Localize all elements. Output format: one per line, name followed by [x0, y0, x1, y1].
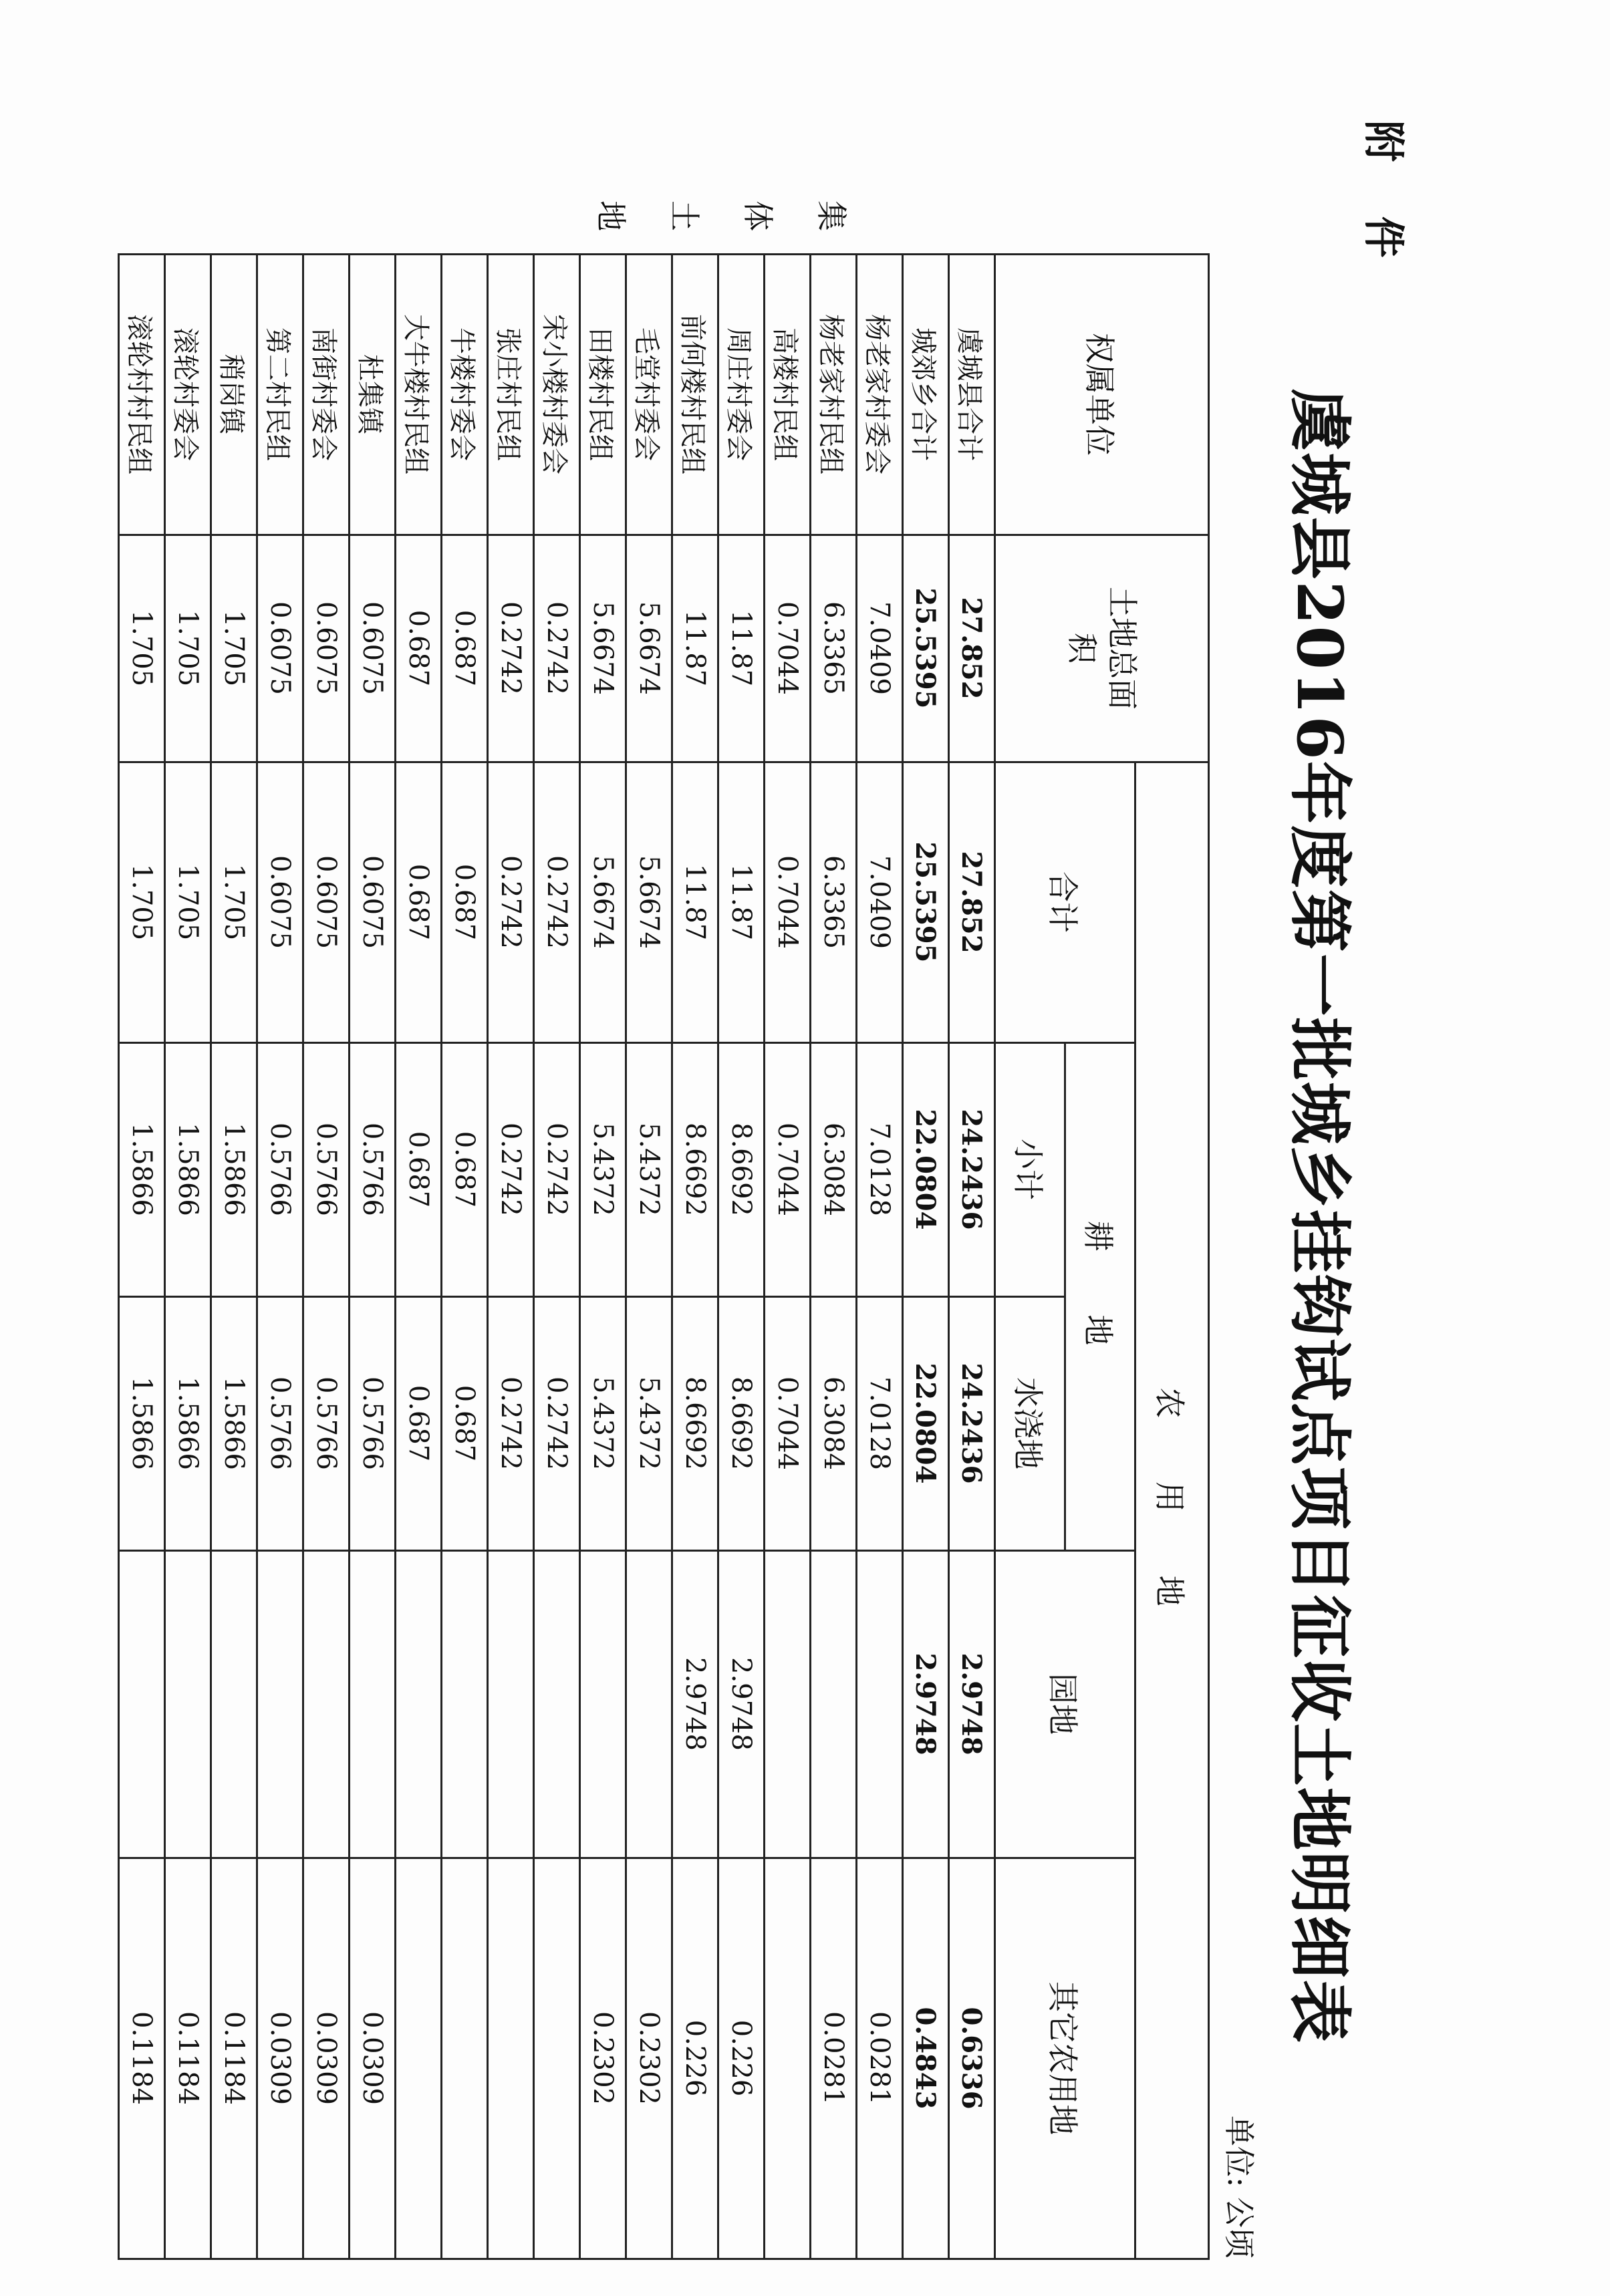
cell-sub: 0.7044: [765, 1042, 811, 1296]
side-spacer-cell: [211, 187, 257, 254]
cell-name: 高楼村民组: [765, 254, 811, 535]
cell-irr: 5.4372: [626, 1296, 672, 1550]
cell-sum: 0.6075: [303, 762, 350, 1042]
attachment-label: 附 件: [1359, 120, 1408, 278]
cell-irr: 0.2742: [488, 1296, 534, 1550]
cell-sum: 1.705: [119, 762, 165, 1042]
cell-name: 稍岗镇: [211, 254, 257, 535]
side-label-char: 土: [666, 200, 702, 231]
side-spacer-cell: [350, 187, 396, 254]
side-spacer-cell: [303, 187, 350, 254]
cell-sum: 0.2742: [534, 762, 580, 1042]
cell-irr: 0.687: [442, 1296, 488, 1550]
cell-orch: 2.9748: [949, 1550, 995, 1858]
cell-total: 1.705: [119, 535, 165, 762]
cell-other: 0.0309: [303, 1858, 350, 2259]
header-sum: 合计: [995, 762, 1135, 1042]
table-row: [396, 187, 442, 2259]
cell-orch: 2.9748: [903, 1550, 949, 1858]
cell-irr: 0.5766: [350, 1296, 396, 1550]
header-irrigated: 水浇地: [995, 1296, 1065, 1550]
side-spacer-cell: [442, 187, 488, 254]
header-other-agri: 其它农用地: [995, 1858, 1135, 2259]
table-row: [718, 187, 765, 2259]
cell-total: 0.7044: [765, 535, 811, 762]
cell-sum: 0.687: [442, 762, 488, 1042]
cell-irr: 0.7044: [765, 1296, 811, 1550]
header-total-area: 土地总面积: [995, 535, 1209, 762]
cell-name: 前何楼村民组: [672, 254, 718, 535]
cell-total: 11.87: [718, 535, 765, 762]
cell-total: 0.6075: [350, 535, 396, 762]
cell-sum: 1.705: [165, 762, 211, 1042]
cell-other: 0.0281: [811, 1858, 857, 2259]
cell-sub: 24.2436: [949, 1042, 995, 1296]
cell-other: 0.0309: [350, 1858, 396, 2259]
cell-total: 1.705: [165, 535, 211, 762]
cell-other: [442, 1858, 488, 2259]
cell-sum: 5.6674: [626, 762, 672, 1042]
cell-sum: 1.705: [211, 762, 257, 1042]
cell-total: 6.3365: [811, 535, 857, 762]
cell-sum: 7.0409: [857, 762, 903, 1042]
table-row: [903, 187, 949, 2259]
cell-sub: 6.3084: [811, 1042, 857, 1296]
cell-irr: 22.0804: [903, 1296, 949, 1550]
cell-other: 0.226: [672, 1858, 718, 2259]
cell-sum: 0.6075: [257, 762, 303, 1042]
cell-irr: 0.5766: [303, 1296, 350, 1550]
cell-irr: 0.2742: [534, 1296, 580, 1550]
cell-other: 0.1184: [165, 1858, 211, 2259]
cell-sub: 0.687: [396, 1042, 442, 1296]
cell-irr: 7.0128: [857, 1296, 903, 1550]
cell-orch: [534, 1550, 580, 1858]
cell-irr: 5.4372: [580, 1296, 626, 1550]
table-row: [811, 187, 857, 2259]
cell-sub: 8.6692: [672, 1042, 718, 1296]
cell-other: 0.6336: [949, 1858, 995, 2259]
cell-irr: 6.3084: [811, 1296, 857, 1550]
table-row: [350, 187, 396, 2259]
cell-name: 毛堂村委会: [626, 254, 672, 535]
side-spacer-cell: [949, 187, 995, 254]
cell-total: 0.2742: [488, 535, 534, 762]
cell-sub: 0.5766: [257, 1042, 303, 1296]
table-row: [949, 187, 995, 2259]
cell-orch: 2.9748: [718, 1550, 765, 1858]
cell-orch: [580, 1550, 626, 1858]
cell-total: 0.687: [442, 535, 488, 762]
land-detail-table: [118, 187, 1210, 2260]
cell-name: 第二村民组: [257, 254, 303, 535]
cell-orch: [211, 1550, 257, 1858]
cell-name: 周庄村委会: [718, 254, 765, 535]
cell-sum: 0.6075: [350, 762, 396, 1042]
table-row: [303, 187, 350, 2259]
cell-irr: 0.687: [396, 1296, 442, 1550]
cell-name: 杨老家村委会: [857, 254, 903, 535]
cell-sub: 0.5766: [303, 1042, 350, 1296]
cell-sum: 27.852: [949, 762, 995, 1042]
cell-total: 27.852: [949, 535, 995, 762]
table-row: [442, 187, 488, 2259]
cell-sub: 0.2742: [534, 1042, 580, 1296]
cell-name: 南街村委会: [303, 254, 350, 535]
cell-sum: 5.6674: [580, 762, 626, 1042]
cell-total: 11.87: [672, 535, 718, 762]
cell-sub: 0.5766: [350, 1042, 396, 1296]
side-spacer-cell: [119, 187, 165, 254]
table-row: [626, 187, 672, 2259]
side-spacer-cell: [165, 187, 211, 254]
cell-other: 0.0281: [857, 1858, 903, 2259]
cell-sub: 0.2742: [488, 1042, 534, 1296]
side-spacer-cell: [857, 187, 903, 254]
side-spacer-cell: [903, 187, 949, 254]
cell-sum: 11.87: [718, 762, 765, 1042]
cell-total: 5.6674: [580, 535, 626, 762]
cell-name: 杜集镇: [350, 254, 396, 535]
cell-name: 田楼村民组: [580, 254, 626, 535]
side-label-char: 地: [593, 200, 629, 231]
cell-orch: [350, 1550, 396, 1858]
table-row: [765, 187, 811, 2259]
cell-total: 25.5395: [903, 535, 949, 762]
side-header-blank: [995, 187, 1209, 254]
cell-other: 0.4843: [903, 1858, 949, 2259]
side-spacer-cell: [257, 187, 303, 254]
cell-orch: [165, 1550, 211, 1858]
cell-name: 张庄村民组: [488, 254, 534, 535]
cell-irr: 1.5866: [211, 1296, 257, 1550]
cell-orch: [442, 1550, 488, 1858]
cell-other: 0.2302: [626, 1858, 672, 2259]
table-row: [211, 187, 257, 2259]
cell-name: 牛楼村委会: [442, 254, 488, 535]
cell-name: 城郊乡合计: [903, 254, 949, 535]
cell-orch: [488, 1550, 534, 1858]
cell-total: 1.705: [211, 535, 257, 762]
cell-sub: 0.687: [442, 1042, 488, 1296]
cell-orch: [765, 1550, 811, 1858]
cell-sub: 22.0804: [903, 1042, 949, 1296]
cell-irr: 8.6692: [672, 1296, 718, 1550]
header-agricultural-land: 农 用 地: [1135, 762, 1209, 2259]
cell-name: 滚轮村委会: [165, 254, 211, 535]
cell-name: 虞城县合计: [949, 254, 995, 535]
cell-irr: 1.5866: [165, 1296, 211, 1550]
side-spacer-cell: [534, 187, 580, 254]
cell-name: 杨老家村民组: [811, 254, 857, 535]
table-row: [257, 187, 303, 2259]
side-spacer-cell: [396, 187, 442, 254]
cell-orch: [119, 1550, 165, 1858]
cell-total: 0.2742: [534, 535, 580, 762]
cell-other: 0.2302: [580, 1858, 626, 2259]
cell-other: [534, 1858, 580, 2259]
cell-orch: 2.9748: [672, 1550, 718, 1858]
cell-other: [488, 1858, 534, 2259]
unit-label: 单位: 公顷: [1221, 2115, 1257, 2259]
cell-name: 滚轮村村民组: [119, 254, 165, 535]
cell-orch: [857, 1550, 903, 1858]
cell-total: 0.687: [396, 535, 442, 762]
cell-irr: 8.6692: [718, 1296, 765, 1550]
cell-sub: 1.5866: [211, 1042, 257, 1296]
cell-other: [396, 1858, 442, 2259]
table-row: [119, 187, 165, 2259]
cell-orch: [396, 1550, 442, 1858]
table-body: [119, 187, 995, 2259]
table-row: [488, 187, 534, 2259]
cell-orch: [303, 1550, 350, 1858]
table-row: [534, 187, 580, 2259]
header-orchard: 园地: [995, 1550, 1135, 1858]
cell-irr: 1.5866: [119, 1296, 165, 1550]
cell-sub: 1.5866: [119, 1042, 165, 1296]
document-title: 虞城县2016年度第一批城乡挂钩试点项目征收土地明细表: [1283, 388, 1356, 2044]
table-row: [857, 187, 903, 2259]
cell-other: 0.0309: [257, 1858, 303, 2259]
table-row: [580, 187, 626, 2259]
cell-total: 7.0409: [857, 535, 903, 762]
cell-name: 大牛楼村民组: [396, 254, 442, 535]
cell-other: 0.226: [718, 1858, 765, 2259]
cell-irr: 24.2436: [949, 1296, 995, 1550]
cell-sum: 25.5395: [903, 762, 949, 1042]
cell-other: 0.1184: [119, 1858, 165, 2259]
cell-total: 0.6075: [257, 535, 303, 762]
cell-sum: 0.2742: [488, 762, 534, 1042]
cell-sub: 1.5866: [165, 1042, 211, 1296]
side-spacer-cell: [488, 187, 534, 254]
cell-other: 0.1184: [211, 1858, 257, 2259]
cell-sub: 5.4372: [626, 1042, 672, 1296]
header-arable: 耕 地: [1065, 1042, 1135, 1550]
cell-sub: 5.4372: [580, 1042, 626, 1296]
table-row: [672, 187, 718, 2259]
cell-orch: [811, 1550, 857, 1858]
header-owner: 权属单位: [995, 254, 1209, 535]
cell-sub: 7.0128: [857, 1042, 903, 1296]
side-label-char: 体: [740, 200, 776, 231]
cell-orch: [626, 1550, 672, 1858]
cell-irr: 0.5766: [257, 1296, 303, 1550]
cell-other: [765, 1858, 811, 2259]
cell-sum: 6.3365: [811, 762, 857, 1042]
cell-name: 宋小楼村委会: [534, 254, 580, 535]
side-label-char: 集: [813, 200, 849, 231]
cell-total: 0.6075: [303, 535, 350, 762]
cell-sum: 0.687: [396, 762, 442, 1042]
cell-sub: 8.6692: [718, 1042, 765, 1296]
cell-sum: 11.87: [672, 762, 718, 1042]
cell-sum: 0.7044: [765, 762, 811, 1042]
cell-total: 5.6674: [626, 535, 672, 762]
table-row: [165, 187, 211, 2259]
cell-orch: [257, 1550, 303, 1858]
header-arable-subtotal: 小计: [995, 1042, 1065, 1296]
rotated-document: [124, 120, 1510, 2285]
